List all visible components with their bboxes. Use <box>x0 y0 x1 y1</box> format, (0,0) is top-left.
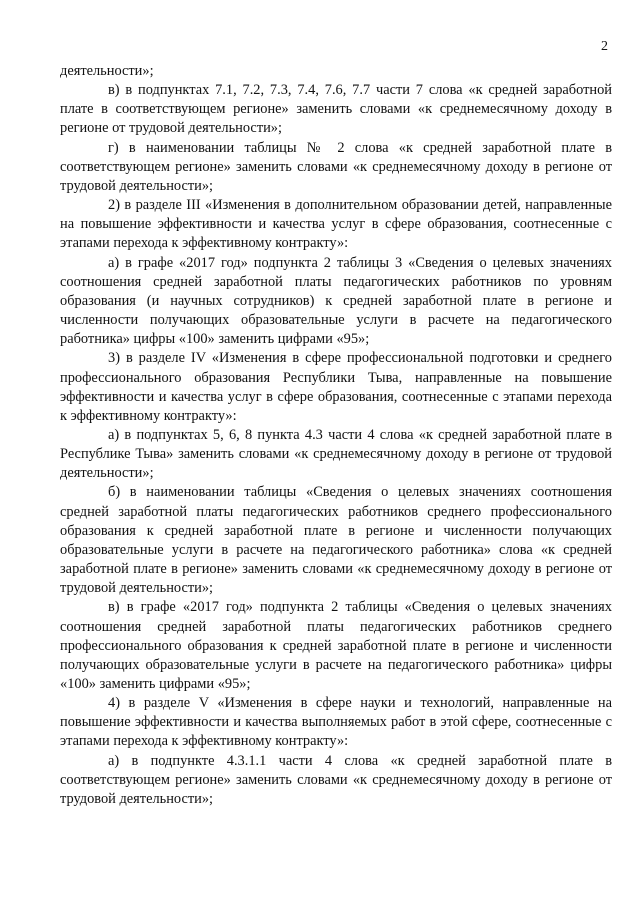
paragraph-section-3: 3) в разделе IV «Изменения в сфере профессиональной подготовки и среднего профессионального образования Республики Тыва, направленные на повышение эффективности и качества услуг в сфере образования, соотнесенные с этапами перехода к эффективному контракту»: <box>60 350 612 424</box>
paragraph-section-4-item-a: а) в подпункте 4.3.1.1 части 4 слова «к средней заработной плате в соответствующем регионе» заменить словами «к среднемесячному доходу в регионе от трудовой деятельности»; <box>60 752 612 807</box>
paragraph-section-3-item-a: а) в подпунктах 5, 6, 8 пункта 4.3 части 4 слова «к средней заработной плате в Республике Тыва» заменить словами «к среднемесячному доходу в регионе от трудовой деятельности»; <box>60 426 612 482</box>
paragraph-item-v: в) в подпунктах 7.1, 7.2, 7.3, 7.4, 7.6, 7.7 части 7 слова «к средней заработной плате в соответствующем регионе» заменить словами «к среднемесячному доходу в регионе от трудовой деятельности»; <box>60 82 612 137</box>
paragraph-continuation: деятельности»; <box>60 63 154 79</box>
paragraph-section-4: 4) в разделе V «Изменения в сфере науки и технологий, направленные на повышение эффективности и качества выполняемых работ в этой сфере, соотнесенные с этапами перехода к эффективному контракту»: <box>60 695 612 750</box>
page-number: 2 <box>601 39 608 54</box>
document-body <box>60 62 612 809</box>
paragraph-section-2: 2) в разделе III «Изменения в дополнительном образовании детей, направленные на повышение эффективности и качества услуг в сфере образования, соотнесенные с этапами перехода к эффективному контракту»: <box>60 197 612 252</box>
paragraph-section-2-item-a: а) в графе «2017 год» подпункта 2 таблицы 3 «Сведения о целевых значениях соотношения средней заработной платы педагогических работников по уровням образования (и научных сотрудников) к средней заработной плате в регионе и численности получающих образовательные услуги в расчете на педагогического работника» цифры «100» заменить цифрами «95»; <box>60 254 612 348</box>
paragraph-section-3-item-v: в) в графе «2017 год» подпункта 2 таблицы «Сведения о целевых значениях соотношения средней заработной платы педагогических работников среднего профессионального образования к средней заработной плате в регионе и численности получающих образовательные услуги в расчете на педагогического работника» цифры «100» заменить цифрами «95»; <box>60 599 612 692</box>
paragraph-section-3-item-b: б) в наименовании таблицы «Сведения о целевых значениях соотношения средней заработной платы педагогических работников среднего профессионального образования к средней заработной плате в регионе и численности получающих образовательные услуги в расчете на педагогического работника» слова «к средней заработной плате в регионе» заменить словами «к среднемесячному доходу в регионе от трудовой деятельности»; <box>60 484 612 597</box>
paragraph-item-g: г) в наименовании таблицы № 2 слова «к средней заработной плате в соответствующем регионе» заменить словами «к среднемесячному доходу в регионе от трудовой деятельности»; <box>60 139 612 194</box>
